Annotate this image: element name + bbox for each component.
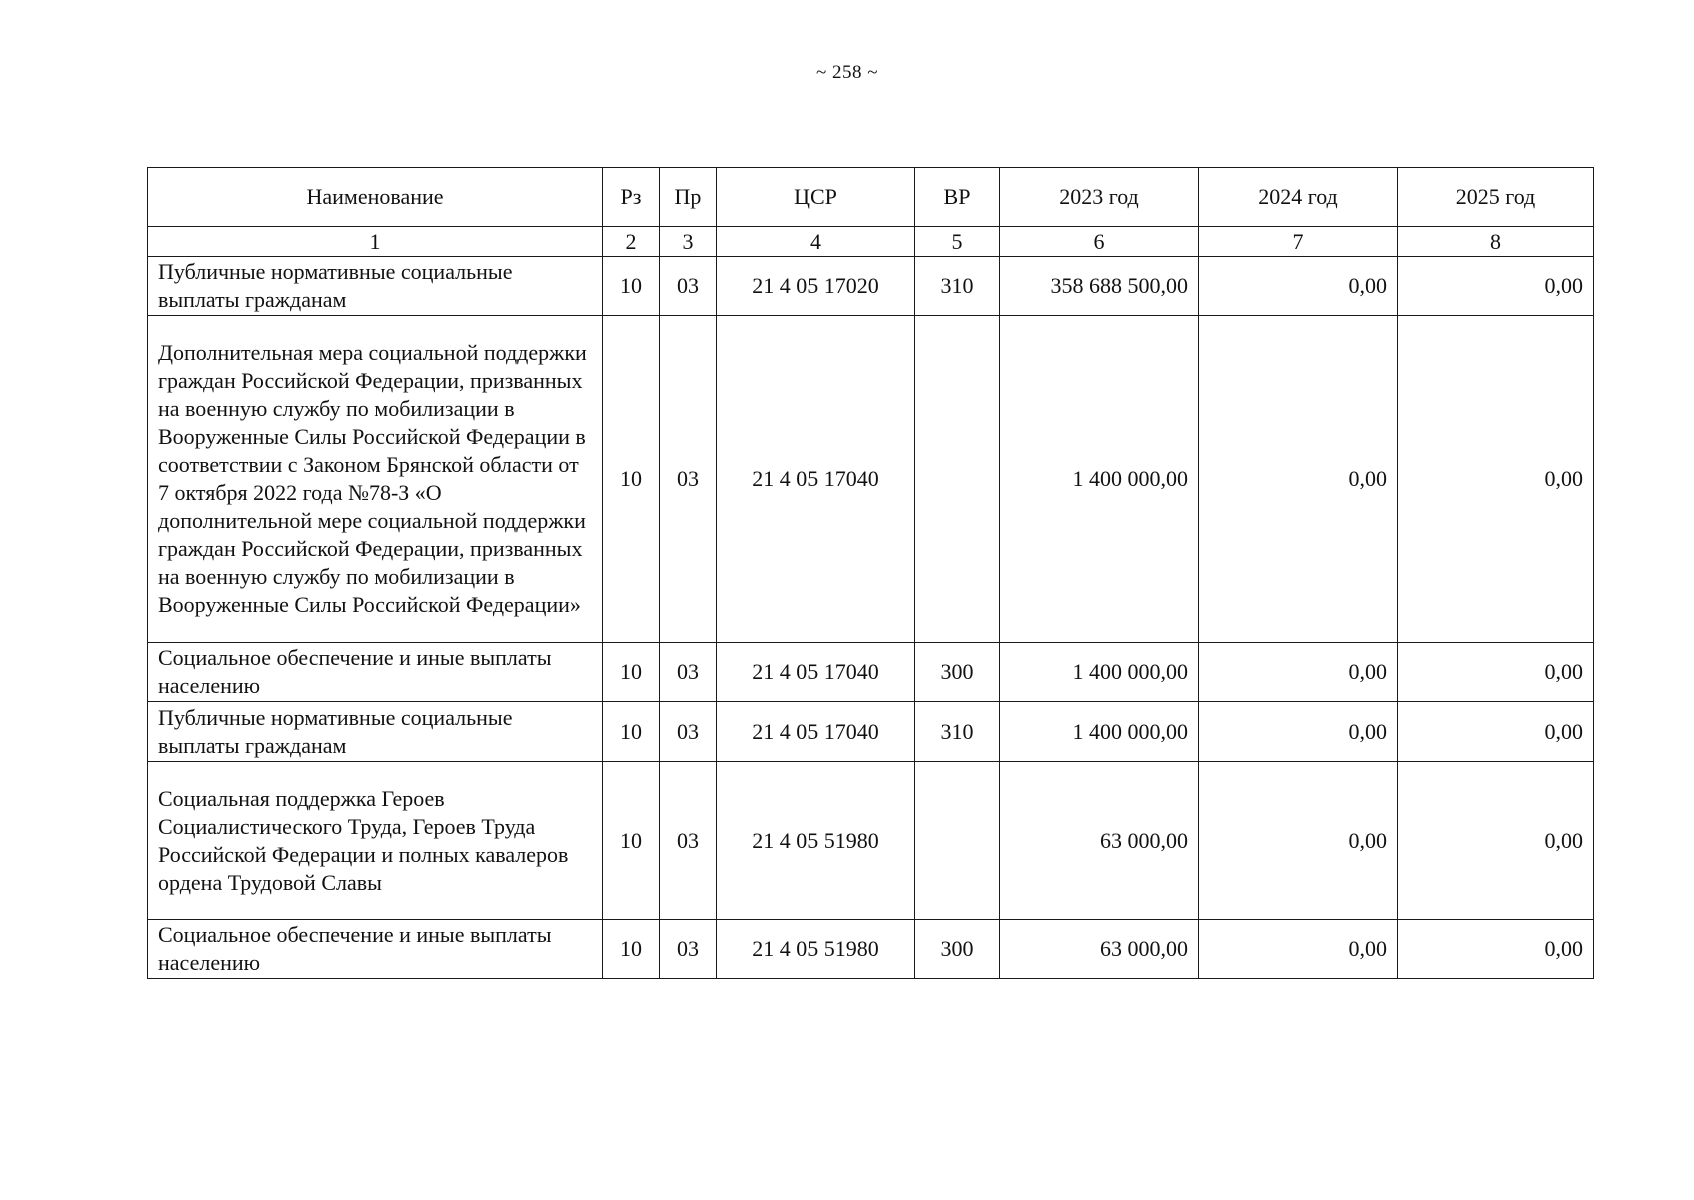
cell-vr: 310	[915, 257, 1000, 316]
header-rz: Рз	[603, 168, 660, 227]
cell-rz: 10	[603, 702, 660, 762]
header-2023: 2023 год	[1000, 168, 1199, 227]
cell-2025: 0,00	[1398, 920, 1594, 979]
column-number: 7	[1199, 227, 1398, 257]
column-number: 5	[915, 227, 1000, 257]
cell-rz: 10	[603, 920, 660, 979]
table-row	[148, 643, 1594, 702]
cell-2023: 1 400 000,00	[1000, 643, 1199, 702]
column-number: 1	[148, 227, 603, 257]
header-vr: ВР	[915, 168, 1000, 227]
column-number: 4	[717, 227, 915, 257]
cell-rz: 10	[603, 762, 660, 920]
table-row	[148, 316, 1594, 643]
cell-name: Социальное обеспечение и иные выплаты населению	[148, 643, 603, 702]
cell-pr: 03	[660, 702, 717, 762]
cell-csr: 21 4 05 17040	[717, 316, 915, 643]
budget-table	[147, 167, 1594, 979]
cell-name: Социальная поддержка Героев Социалистического Труда, Героев Труда Российской Федерации и полных кавалеров ордена Трудовой Славы	[148, 762, 603, 920]
cell-2024: 0,00	[1199, 920, 1398, 979]
table-header-row	[148, 168, 1594, 227]
cell-vr: 300	[915, 920, 1000, 979]
header-name: Наименование	[148, 168, 603, 227]
table-row	[148, 762, 1594, 920]
cell-vr	[915, 316, 1000, 643]
header-pr: Пр	[660, 168, 717, 227]
cell-rz: 10	[603, 643, 660, 702]
column-number-row	[148, 227, 1594, 257]
cell-vr: 300	[915, 643, 1000, 702]
cell-2024: 0,00	[1199, 702, 1398, 762]
cell-vr: 310	[915, 702, 1000, 762]
cell-pr: 03	[660, 920, 717, 979]
page-number: ~ 258 ~	[815, 62, 879, 83]
cell-name: Публичные нормативные социальные выплаты гражданам	[148, 702, 603, 762]
cell-2023: 63 000,00	[1000, 920, 1199, 979]
cell-2023: 1 400 000,00	[1000, 316, 1199, 643]
column-number: 3	[660, 227, 717, 257]
cell-2025: 0,00	[1398, 257, 1594, 316]
cell-2024: 0,00	[1199, 316, 1398, 643]
cell-csr: 21 4 05 17040	[717, 643, 915, 702]
cell-name: Социальное обеспечение и иные выплаты населению	[148, 920, 603, 979]
header-2025: 2025 год	[1398, 168, 1594, 227]
cell-2023: 358 688 500,00	[1000, 257, 1199, 316]
column-number: 6	[1000, 227, 1199, 257]
cell-2025: 0,00	[1398, 643, 1594, 702]
cell-pr: 03	[660, 257, 717, 316]
table-row	[148, 920, 1594, 979]
cell-2025: 0,00	[1398, 702, 1594, 762]
cell-2024: 0,00	[1199, 257, 1398, 316]
cell-pr: 03	[660, 316, 717, 643]
column-number: 8	[1398, 227, 1594, 257]
cell-vr	[915, 762, 1000, 920]
cell-pr: 03	[660, 762, 717, 920]
cell-csr: 21 4 05 17020	[717, 257, 915, 316]
cell-2023: 1 400 000,00	[1000, 702, 1199, 762]
cell-2025: 0,00	[1398, 762, 1594, 920]
column-number: 2	[603, 227, 660, 257]
header-csr: ЦСР	[717, 168, 915, 227]
header-2024: 2024 год	[1199, 168, 1398, 227]
table-row	[148, 702, 1594, 762]
cell-2023: 63 000,00	[1000, 762, 1199, 920]
cell-name: Публичные нормативные социальные выплаты гражданам	[148, 257, 603, 316]
cell-2024: 0,00	[1199, 762, 1398, 920]
cell-rz: 10	[603, 316, 660, 643]
cell-2024: 0,00	[1199, 643, 1398, 702]
cell-2025: 0,00	[1398, 316, 1594, 643]
cell-name: Дополнительная мера социальной поддержки граждан Российской Федерации, призванных на военную службу по мобилизации в Вооруженные Силы Российской Федерации в соответствии с Законом Брянской области от 7 октября 2022 года №78-З «О дополнительной мере социальной поддержки граждан Российской Федерации, призванных на военную службу по мобилизации в Вооруженные Силы Российской Федерации»	[148, 316, 603, 643]
cell-rz: 10	[603, 257, 660, 316]
table-row	[148, 257, 1594, 316]
cell-csr: 21 4 05 51980	[717, 920, 915, 979]
cell-pr: 03	[660, 643, 717, 702]
cell-csr: 21 4 05 51980	[717, 762, 915, 920]
cell-csr: 21 4 05 17040	[717, 702, 915, 762]
